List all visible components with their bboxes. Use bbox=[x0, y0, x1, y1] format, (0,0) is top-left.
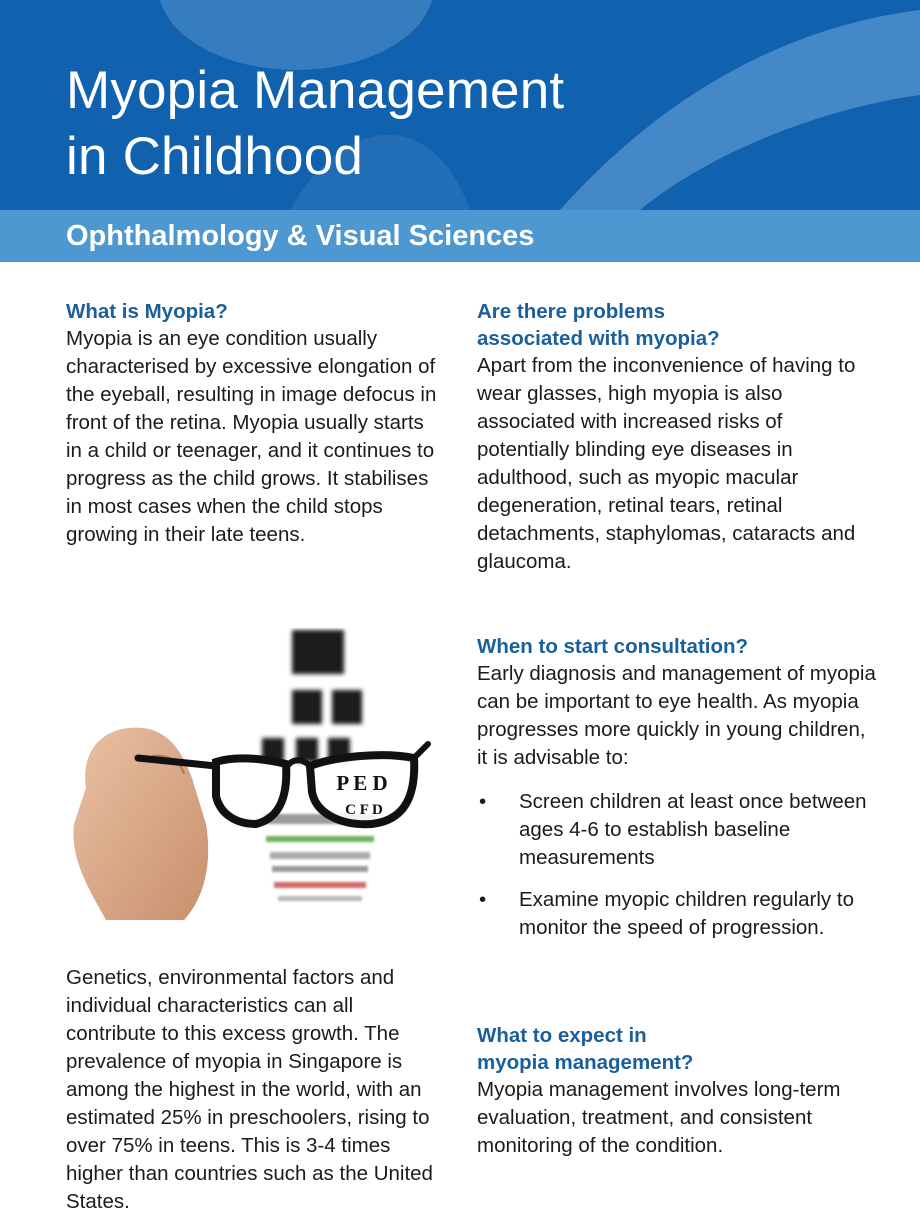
expect-heading-line-1: What to expect in bbox=[477, 1024, 647, 1047]
consultation-list bbox=[477, 788, 877, 942]
problems-body: Apart from the inconvenience of having to wear glasses, high myopia is also associated with increased risks of potentially blinding eye diseases in adulthood, such as myopic macular degeneration, retinal tears, retinal detachments, staphylomas, cataracts and glaucoma. bbox=[477, 354, 856, 573]
department-bar bbox=[0, 210, 920, 262]
expect-heading-line-2: myopia management? bbox=[477, 1051, 694, 1074]
eye-chart-glasses-image bbox=[66, 628, 446, 928]
consultation-body: Early diagnosis and management of myopia can be important to eye health. As myopia progresses more quickly in young children, it is advisable to: bbox=[477, 662, 876, 769]
list-item-text: Screen children at least once between ages 4-6 to establish baseline measurements bbox=[519, 790, 867, 869]
what-is-myopia-body: Myopia is an eye condition usually characterised by excessive elongation of the eyeball, resulting in image defocus in front of the retina. Myopia usually starts in a child or teenager, and it continues to progress as the child grows. It stabilises in most cases when the child stops growing in their late teens. bbox=[66, 327, 437, 546]
section-expect bbox=[477, 1022, 877, 1160]
expect-body: Myopia management involves long-term evaluation, treatment, and consistent monitoring of the condition. bbox=[477, 1078, 841, 1157]
expect-heading bbox=[477, 1022, 877, 1076]
problems-heading-line-2: associated with myopia? bbox=[477, 327, 720, 350]
header-banner bbox=[0, 0, 920, 210]
list-item bbox=[477, 886, 877, 942]
problems-heading-line-1: Are there problems bbox=[477, 300, 665, 323]
bullet-icon: • bbox=[479, 888, 487, 911]
lens-text-line-1: P E D bbox=[336, 771, 388, 795]
problems-heading bbox=[477, 298, 877, 352]
page-title bbox=[66, 58, 564, 190]
section-genetics bbox=[66, 964, 441, 1216]
department-title: Ophthalmology & Visual Sciences bbox=[66, 220, 535, 252]
list-item-text: Examine myopic children regularly to monitor the speed of progression. bbox=[519, 888, 854, 939]
bullet-icon: • bbox=[479, 790, 487, 813]
consultation-heading: When to start consultation? bbox=[477, 635, 749, 658]
eye-chart-with-glasses-icon bbox=[66, 628, 446, 928]
page-title-line-2: in Childhood bbox=[66, 127, 364, 186]
list-item bbox=[477, 788, 877, 872]
section-consultation bbox=[477, 633, 877, 942]
page-title-line-1: Myopia Management bbox=[66, 61, 565, 120]
lens-text-line-2: C F D bbox=[345, 802, 383, 818]
what-is-myopia-heading: What is Myopia? bbox=[66, 300, 228, 323]
genetics-body: Genetics, environmental factors and individual characteristics can all contribute to this excess growth. The prevalence of myopia in Singapore is among the highest in the world, with an estimated 25% in preschoolers, rising to over 75% in teens. This is 3-4 times higher than countries such as the United States. bbox=[66, 966, 433, 1213]
section-what-is-myopia bbox=[66, 298, 441, 549]
section-problems bbox=[477, 298, 877, 576]
